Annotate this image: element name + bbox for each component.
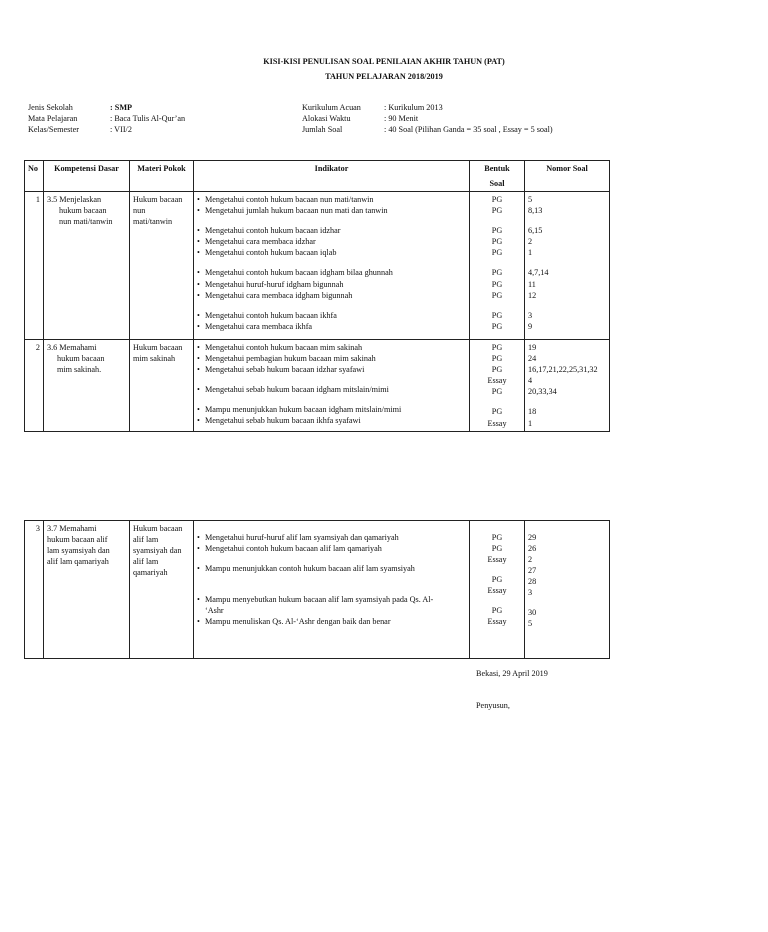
- list-item: • Mengetahui contoh hukum bacaan iqlab: [197, 247, 466, 258]
- row3-materi-line: Hukum bacaan: [133, 524, 183, 533]
- nomor-item: 26: [528, 544, 537, 554]
- bentuk-item: PG: [491, 365, 503, 375]
- nomor-item: 5: [528, 619, 533, 629]
- meta-kurikulum-value: : Kurikulum 2013: [384, 103, 443, 112]
- row3-bentuk: [470, 521, 525, 659]
- row3-materi-line: qamariyah: [133, 568, 168, 578]
- nomor-item: 5: [528, 195, 533, 205]
- bentuk-item: Essay: [487, 376, 507, 386]
- bentuk-item: PG: [491, 310, 503, 320]
- nomor-item: 20,33,34: [528, 387, 557, 397]
- row2-group1-list: [197, 342, 466, 375]
- table-row: [25, 521, 610, 659]
- row1-materi-line: mati/tanwin: [133, 217, 173, 227]
- row3-kd-line: lam syamsiyah dan: [47, 546, 110, 556]
- col-kd-header: Kompetensi Dasar: [44, 161, 130, 192]
- meta-kurikulum-label: Kurikulum Acuan: [302, 103, 361, 112]
- row1-materi-line: Hukum bacaan: [133, 195, 183, 205]
- nomor-item: 30: [528, 608, 537, 618]
- col-materi-header: Materi Pokok: [130, 161, 194, 192]
- row1-kd-line: nun mati/tanwin: [59, 217, 113, 227]
- bentuk-item: PG: [491, 248, 503, 258]
- meta-mata-pelajaran-value: : Baca Tulis Al-Qur’an: [110, 114, 186, 123]
- bentuk-item: PG: [491, 343, 503, 353]
- row1-kompetensi: [44, 192, 130, 340]
- bentuk-item: PG: [491, 226, 503, 236]
- nomor-item: 6,15: [528, 226, 543, 236]
- kisi-kisi-table-continued: [24, 520, 610, 659]
- bentuk-item: PG: [491, 544, 503, 554]
- bentuk-item: Essay: [487, 418, 507, 428]
- row3-kd-line: hukum bacaan alif: [47, 535, 108, 545]
- nomor-item: 3: [528, 588, 533, 598]
- list-item: • Mengetahui sebab hukum bacaan ikhfa syafawi: [197, 415, 466, 426]
- nomor-item: 27: [528, 566, 537, 576]
- bentuk-item: PG: [491, 575, 503, 585]
- nomor-item: 1: [528, 418, 533, 428]
- meta-kelas-value: : VII/2: [110, 125, 132, 134]
- meta-kelas-label: Kelas/Semester: [28, 125, 79, 134]
- row1-indikator: [194, 192, 470, 340]
- nomor-item: 1: [528, 248, 533, 258]
- row3-group3-list: [197, 594, 466, 627]
- nomor-item: 18: [528, 407, 537, 417]
- row1-group1-list: [197, 194, 466, 216]
- list-item-text-cont: ‘Ashr: [205, 606, 224, 616]
- bentuk-item: Essay: [487, 586, 507, 596]
- row2-materi: [130, 340, 194, 431]
- list-item: • Mengetahui contoh hukum bacaan idzhar: [197, 225, 466, 236]
- list-item: • Mengetahui sebab hukum bacaan idzhar syafawi: [197, 364, 466, 375]
- list-item: • Mengetahui contoh hukum bacaan idgham bilaa ghunnah: [197, 267, 466, 278]
- bentuk-item: PG: [491, 195, 503, 205]
- row1-kd-line: 3.5 Menjelaskan: [47, 195, 102, 205]
- meta-mata-pelajaran-label: Mata Pelajaran: [28, 114, 78, 123]
- nomor-item: 16,17,21,22,25,31,32: [528, 365, 598, 375]
- list-item: • Mengetahui cara membaca idzhar: [197, 236, 466, 247]
- row3-materi: [130, 521, 194, 659]
- row1-nomor: [525, 192, 610, 340]
- col-nomor-header: Nomor Soal: [525, 161, 610, 192]
- row1-no: 1: [25, 192, 44, 340]
- row2-group2-list: [197, 384, 466, 395]
- bentuk-item: Essay: [487, 617, 507, 627]
- row2-kd-line: hukum bacaan: [57, 354, 105, 364]
- row2-kompetensi: [44, 340, 130, 431]
- row1-materi: [130, 192, 194, 340]
- row2-kd-line: 3.6 Memahami: [47, 343, 97, 353]
- list-item: • Mampu menunjukkan hukum bacaan idgham mitslain/mimi: [197, 404, 466, 415]
- bentuk-item: PG: [491, 321, 503, 331]
- list-item: • Mampu menunjukkan contoh hukum bacaan alif lam syamsiyah: [197, 563, 466, 574]
- list-item: • Mengetahui jumlah hukum bacaan nun mati dan tanwin: [197, 205, 466, 216]
- nomor-item: 4: [528, 376, 533, 386]
- bentuk-item: PG: [491, 206, 503, 216]
- nomor-item: 24: [528, 354, 537, 364]
- list-item: • Mengetahui huruf-huruf alif lam syamsiyah dan qamariyah: [197, 532, 466, 543]
- list-item: • Mengetahui contoh hukum bacaan ikhfa: [197, 310, 466, 321]
- nomor-item: 28: [528, 577, 537, 587]
- row3-kompetensi: [44, 521, 130, 659]
- bentuk-item: PG: [491, 407, 503, 417]
- bentuk-item: PG: [491, 354, 503, 364]
- list-item: • Mengetahui cara membaca idgham bigunnah: [197, 290, 466, 301]
- list-item: • Mengetahui contoh hukum bacaan mim sakinah: [197, 342, 466, 353]
- bentuk-item: PG: [491, 237, 503, 247]
- meta-jenis-sekolah-value: : SMP: [110, 103, 133, 112]
- row3-kd-line: alif lam qamariyah: [47, 557, 109, 567]
- row3-group2-list: [197, 563, 466, 574]
- nomor-item: 8,13: [528, 206, 543, 216]
- nomor-item: 9: [528, 321, 533, 331]
- row1-group3-list: [197, 267, 466, 300]
- signer-label: Penyusun,: [476, 701, 510, 710]
- list-item: • Mengetahui huruf-huruf idgham bigunnah: [197, 279, 466, 290]
- row1-materi-line: nun: [133, 206, 146, 216]
- row2-kd-line: mim sakinah.: [57, 365, 102, 375]
- row1-group4-list: [197, 310, 466, 332]
- list-item: • Mampu menuliskan Qs. Al-‘Ashr dengan baik dan benar: [197, 616, 466, 627]
- list-item: • Mengetahui pembagian hukum bacaan mim sakinah: [197, 353, 466, 364]
- col-indikator-header: Indikator: [194, 161, 470, 192]
- bentuk-item: PG: [491, 533, 503, 542]
- bentuk-item: PG: [491, 387, 503, 397]
- meta-alokasi-value: : 90 Menit: [384, 114, 419, 123]
- nomor-item: 19: [528, 343, 537, 353]
- row1-bentuk: [470, 192, 525, 340]
- meta-jumlah-label: Jumlah Soal: [302, 125, 343, 134]
- col-bentuk-header: [470, 161, 525, 192]
- nomor-item: 3: [528, 310, 533, 320]
- meta-jenis-sekolah-label: Jenis Sekolah: [28, 103, 73, 112]
- table-header-row: [25, 161, 610, 192]
- row2-materi-line: Hukum bacaan: [133, 343, 183, 353]
- list-item-text: • Mampu menyebutkan hukum bacaan alif lam syamsiyah pada Qs. Al-: [205, 595, 434, 605]
- bentuk-item: PG: [491, 606, 503, 616]
- row3-group1-list: [197, 532, 466, 554]
- kisi-kisi-table: [24, 160, 610, 432]
- nomor-item: 11: [528, 279, 536, 289]
- row3-nomor: [525, 521, 610, 659]
- row3-kd-line: 3.7 Memahami: [47, 524, 97, 533]
- bentuk-item: PG: [491, 268, 503, 278]
- list-item: [197, 594, 466, 616]
- document-title: KISI-KISI PENULISAN SOAL PENILAIAN AKHIR TAHUN (PAT): [263, 57, 505, 66]
- col-bentuk-header-line1: Bentuk: [484, 164, 510, 173]
- row3-materi-line: alif lam: [133, 535, 159, 545]
- nomor-item: 12: [528, 290, 537, 300]
- row1-kd-line: hukum bacaan: [59, 206, 107, 216]
- bentuk-item: Essay: [487, 555, 507, 565]
- list-item: • Mengetahui cara membaca ikhfa: [197, 321, 466, 332]
- meta-jumlah-value: : 40 Soal (Pilihan Ganda = 35 soal , Essay = 5 soal): [384, 125, 553, 134]
- meta-alokasi-label: Alokasi Waktu: [302, 114, 351, 123]
- row2-bentuk: [470, 340, 525, 431]
- bentuk-item: PG: [491, 279, 503, 289]
- row3-no: 3: [25, 521, 44, 659]
- nomor-item: 2: [528, 555, 533, 565]
- place-date: Bekasi, 29 April 2019: [476, 669, 548, 678]
- col-no-header: No: [25, 161, 44, 192]
- row3-materi-line: syamsiyah dan: [133, 546, 182, 556]
- row2-materi-line: mim sakinah: [133, 354, 176, 364]
- row2-nomor: [525, 340, 610, 431]
- bentuk-item: PG: [491, 290, 503, 300]
- list-item: • Mengetahui sebab hukum bacaan idgham mitslain/mimi: [197, 384, 466, 395]
- nomor-item: 29: [528, 533, 537, 542]
- row2-indikator: [194, 340, 470, 431]
- col-bentuk-header-line2: Soal: [489, 179, 505, 189]
- nomor-item: 4,7,14: [528, 268, 549, 278]
- table-row: [25, 192, 610, 340]
- row2-no: 2: [25, 340, 44, 431]
- row3-materi-line: alif lam: [133, 557, 159, 567]
- table-row: [25, 340, 610, 431]
- row1-group2-list: [197, 225, 466, 258]
- list-item: • Mengetahui contoh hukum bacaan alif lam qamariyah: [197, 543, 466, 554]
- row3-indikator: [194, 521, 470, 659]
- document-subtitle: TAHUN PELAJARAN 2018/2019: [325, 72, 443, 81]
- nomor-item: 2: [528, 237, 533, 247]
- list-item: • Mengetahui contoh hukum bacaan nun mati/tanwin: [197, 194, 466, 205]
- row2-group3-list: [197, 404, 466, 426]
